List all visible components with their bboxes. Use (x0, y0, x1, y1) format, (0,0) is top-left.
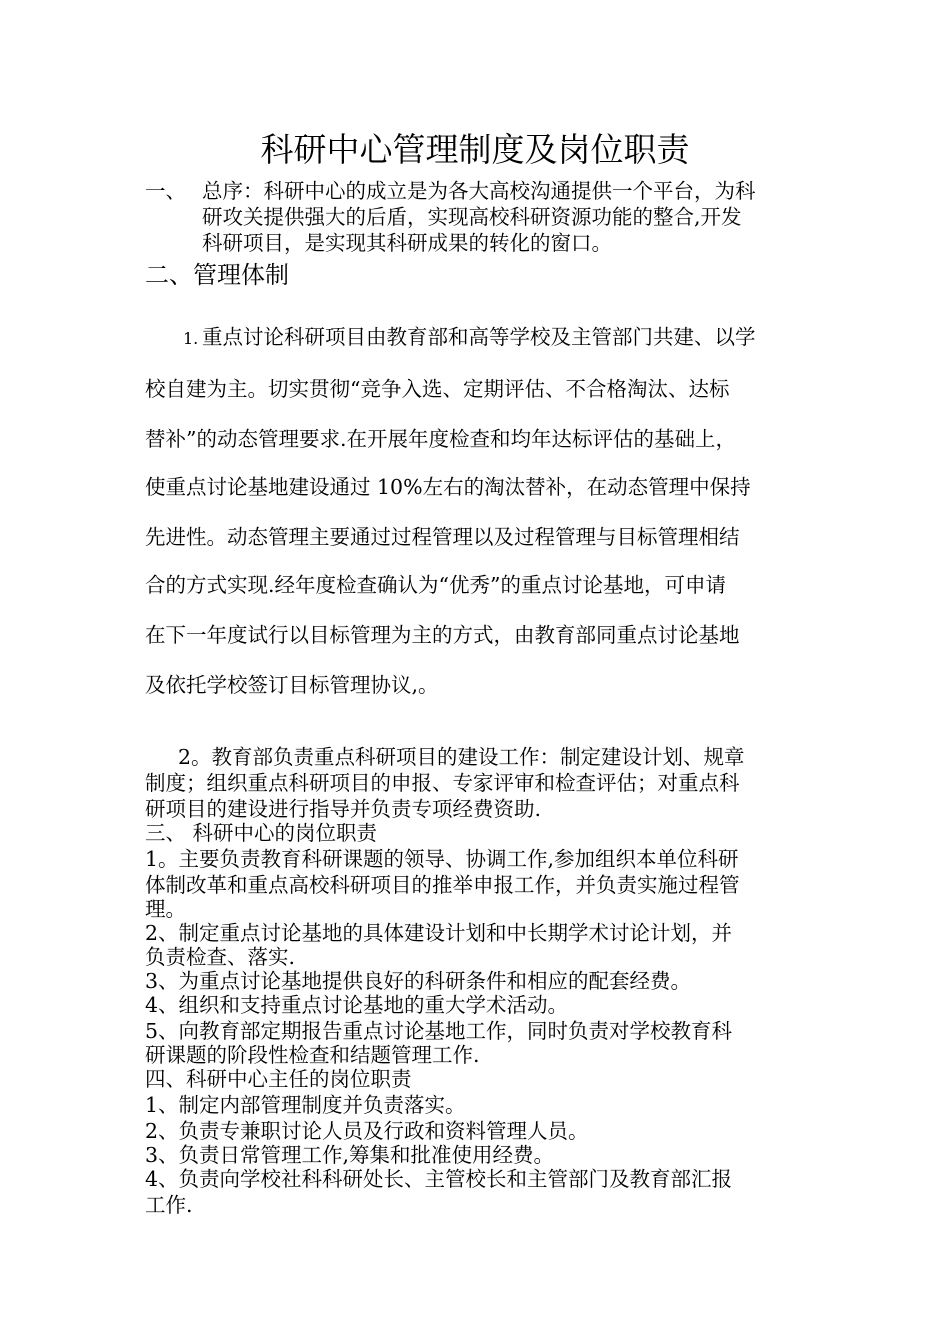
section3-line: 2、制定重点讨论基地的具体建设计划和中长期学术讨论计划，并 (145, 921, 733, 945)
section2-heading: 二、管理体制 (145, 261, 289, 289)
section4-line: 2、负责专兼职讨论人员及行政和资料管理人员。 (145, 1119, 589, 1143)
section3-line: 研课题的阶段性检查和结题管理工作. (145, 1043, 480, 1067)
section2-para1-line: 替补”的动态管理要求.在开展年度检查和均年达标评估的基础上， (145, 427, 736, 451)
section3-line: 负责检查、落实. (145, 945, 296, 969)
section3-line: 5、向教育部定期报告重点讨论基地工作，同时负责对学校教育科 (145, 1019, 733, 1043)
section1-line: 科研项目，是实现其科研成果的转化的窗口。 (202, 231, 612, 255)
section3-line: 3、为重点讨论基地提供良好的科研条件和相应的配套经费。 (145, 969, 692, 993)
section2-para1-line: 及依托学校签订目标管理协议,。 (145, 673, 439, 697)
section3-line: 1。主要负责教育科研课题的领导、协调工作,参加组织本单位科研 (145, 847, 739, 871)
section1-line: 总序：科研中心的成立是为各大高校沟通提供一个平台，为科 (202, 179, 756, 203)
section2-para1-line: 重点讨论科研项目由教育部和高等学校及主管部门共建、以学 (202, 325, 756, 349)
document-title: 科研中心管理制度及岗位职责 (260, 130, 690, 169)
section2-para2-line: 2。教育部负责重点科研项目的建设工作：制定建设计划、规章 (178, 745, 745, 769)
section2-para1-number: 1. (183, 329, 199, 348)
section2-para2-line: 制度；组织重点科研项目的申报、专家评审和检查评估；对重点科 (145, 771, 740, 795)
section2-para1-line: 校自建为主。切实贯彻“竞争入选、定期评估、不合格淘汰、达标 (145, 377, 730, 401)
section4-line: 工作. (145, 1193, 193, 1217)
section4-line: 1、制定内部管理制度并负责落实。 (145, 1093, 466, 1117)
section4-line: 3、负责日常管理工作,筹集和批准使用经费。 (145, 1143, 555, 1167)
section1-line: 研攻关提供强大的后盾，实现高校科研资源功能的整合,开发 (202, 205, 742, 229)
section4-heading: 四、科研中心主任的岗位职责 (145, 1067, 412, 1091)
section3-line: 理。 (145, 897, 186, 921)
section3-line: 体制改革和重点高校科研项目的推举申报工作，并负责实施过程管 (145, 873, 740, 897)
section4-line: 4、负责向学校社科科研处长、主管校长和主管部门及教育部汇报 (145, 1167, 733, 1191)
section2-para1-line: 合的方式实现.经年度检查确认为“优秀”的重点讨论基地，可申请 (145, 573, 726, 597)
section2-para1-line: 使重点讨论基地建设通过 10%左右的淘汰替补，在动态管理中保持 (145, 475, 751, 499)
section3-line: 4、组织和支持重点讨论基地的重大学术活动。 (145, 993, 569, 1017)
section2-para1-line: 在下一年度试行以目标管理为主的方式，由教育部同重点讨论基地 (145, 623, 740, 647)
section2-para1-line: 先进性。动态管理主要通过过程管理以及过程管理与目标管理相结 (145, 525, 740, 549)
section1-marker: 一、 (145, 179, 186, 203)
section3-heading: 三、 科研中心的岗位职责 (145, 821, 378, 845)
section2-para2-line: 研项目的建设进行指导并负责专项经费资助. (145, 797, 542, 821)
